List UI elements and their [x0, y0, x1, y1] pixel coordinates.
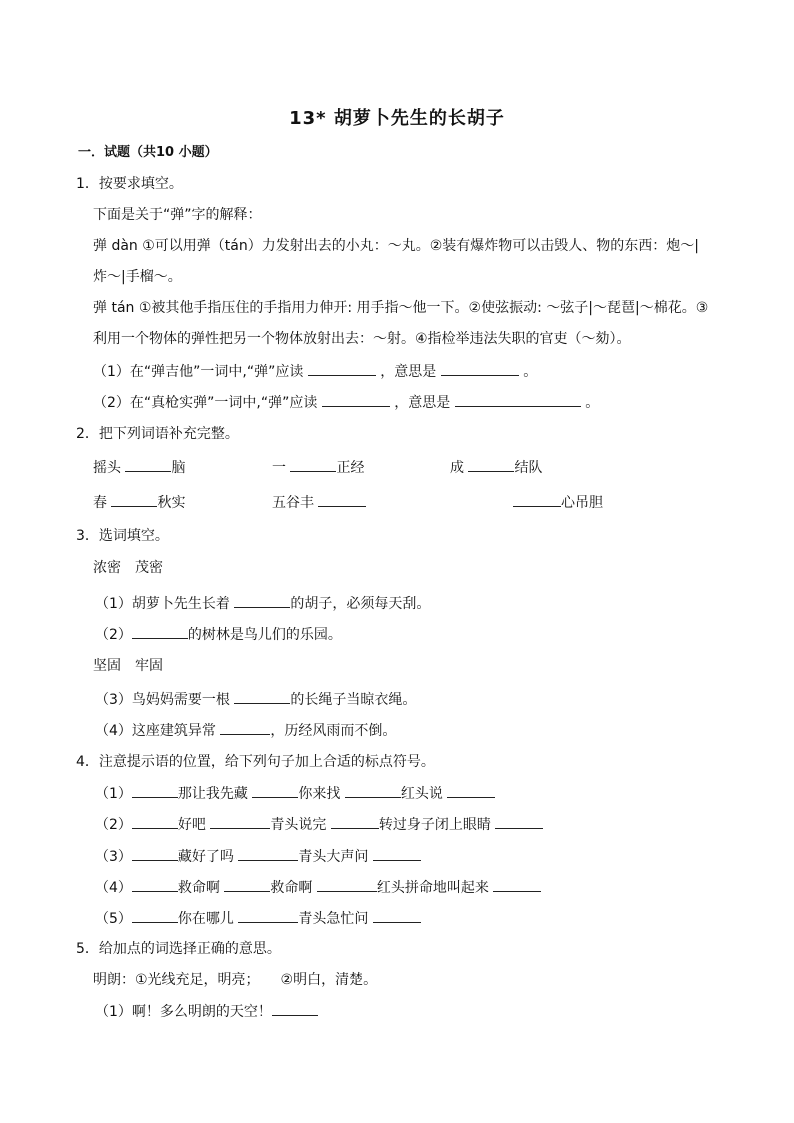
q1-stem: 1．按要求填空。 [76, 176, 183, 192]
q4-stem: 4．注意提示语的位置，给下列句子加上合适的标点符号。 [76, 754, 435, 770]
q2-word-2 [272, 457, 364, 478]
q4-r1-blank-4[interactable] [447, 783, 495, 798]
q1-sub2-meaning-blank[interactable] [455, 392, 581, 407]
q3-options-1: 浓密 茂密 [93, 560, 163, 576]
q4-r2-seg-3: 转过身子闭上眼睛 [378, 817, 491, 833]
q2-word-4-post: 秋实 [157, 495, 186, 511]
q3-s3-blank[interactable] [234, 689, 290, 704]
q2-word-5-pre: 五谷丰 [272, 495, 314, 511]
q4-r4-blank-4[interactable] [493, 877, 541, 892]
q3-s4-text-a: （4）这座建筑异常 [95, 723, 216, 739]
q3-s2-text-a: （2） [95, 627, 132, 643]
q4-r5-blank-1[interactable] [132, 908, 178, 923]
q4-r3-seg-1: 藏好了吗 [177, 849, 234, 865]
q2-word-3-post: 结队 [514, 460, 543, 476]
q2-word-5 [272, 492, 366, 513]
q4-r3-num: （3） [95, 849, 132, 865]
q4-row-2 [95, 814, 543, 835]
q4-row-1 [95, 783, 495, 804]
q4-r4-blank-1[interactable] [132, 877, 178, 892]
q3-s4-text-b: ，历经风雨而不倒。 [270, 723, 397, 739]
q2-word-6-post: 心吊胆 [561, 495, 603, 511]
q1-sub1 [93, 361, 537, 382]
q5-s1-blank[interactable] [272, 1001, 318, 1016]
q3-s3-text-a: （3）鸟妈妈需要一根 [95, 692, 230, 708]
q4-r5-blank-2[interactable] [238, 908, 298, 923]
q4-r3-blank-3[interactable] [373, 846, 421, 861]
q1-dan-def-a: 弹 dàn ①可以用弹（tán）力发射出去的小丸：～丸。②装有爆炸物可以击毁人、物的东西：炮～| [93, 238, 699, 254]
q1-tan-def-a: 弹 tán ①被其他手指压住的手指用力伸开: 用手指～他一下。②使弦振动: ～弦子|～琵琶|～棉花。③ [93, 300, 709, 316]
q4-r2-blank-1[interactable] [132, 814, 178, 829]
q3-sentence-1 [95, 593, 430, 614]
q3-s4-blank[interactable] [220, 720, 270, 735]
q3-options-2: 坚固 牢固 [93, 658, 163, 674]
q2-word-1-pre: 摇头 [93, 460, 121, 476]
q4-r4-blank-3[interactable] [317, 877, 377, 892]
q1-dan-def-b: 炸～|手榴～。 [93, 269, 182, 285]
q5-sentence-1 [95, 1001, 318, 1022]
q4-r1-num: （1） [95, 786, 132, 802]
q1-intro: 下面是关于“弹”字的解释： [93, 207, 262, 223]
q3-s2-blank[interactable] [132, 624, 188, 639]
q1-sub1-text-a: （1）在“弹吉他”一词中,“弹”应读 [93, 364, 304, 380]
q4-row-4 [95, 877, 541, 898]
q2-word-6-blank[interactable] [513, 492, 561, 507]
q2-word-3 [450, 457, 542, 478]
q4-r5-seg-1: 你在哪儿 [177, 911, 234, 927]
q4-row-3 [95, 846, 421, 867]
q1-sub1-reading-blank[interactable] [308, 361, 376, 376]
q1-tan-def-b: 利用一个物体的弹性把另一个物体放射出去：～射。④指检举违法失职的官吏（～劾）。 [93, 331, 631, 347]
q3-stem: 3．选词填空。 [76, 528, 169, 544]
q4-r3-blank-2[interactable] [238, 846, 298, 861]
q1-sub1-text-b: ，意思是 [380, 364, 437, 380]
q1-sub2-text-c: 。 [585, 395, 600, 411]
section-heading: 一．试题（共10 小题） [78, 145, 218, 160]
q3-sentence-3 [95, 689, 416, 710]
q4-r3-blank-1[interactable] [132, 846, 178, 861]
q2-word-4-blank[interactable] [111, 492, 157, 507]
q4-r5-blank-3[interactable] [373, 908, 421, 923]
q4-r1-seg-3: 红头说 [400, 786, 443, 802]
q3-s3-text-b: 的长绳子当晾衣绳。 [290, 692, 417, 708]
q2-word-2-blank[interactable] [290, 457, 336, 472]
q4-r2-blank-4[interactable] [495, 814, 543, 829]
q4-r1-seg-1: 那让我先藏 [177, 786, 248, 802]
q5-s1-text: （1）啊！多么明朗的天空！ [95, 1004, 272, 1020]
q4-r2-blank-2[interactable] [210, 814, 270, 829]
q1-sub1-text-c: 。 [523, 364, 538, 380]
q4-r2-num: （2） [95, 817, 132, 833]
q5-stem: 5．给加点的词选择正确的意思。 [76, 941, 281, 957]
q4-r4-num: （4） [95, 880, 132, 896]
q4-r3-seg-2: 青头大声问 [298, 849, 369, 865]
q4-r2-seg-1: 好吧 [177, 817, 206, 833]
q2-word-1 [93, 457, 185, 478]
q1-sub2-text-a: （2）在“真枪实弹”一词中,“弹”应读 [93, 395, 318, 411]
q2-word-4 [93, 492, 185, 513]
q4-r1-blank-2[interactable] [252, 783, 298, 798]
q4-r2-blank-3[interactable] [331, 814, 379, 829]
q4-r4-seg-1: 救命啊 [177, 880, 220, 896]
q3-s1-blank[interactable] [234, 593, 290, 608]
q4-r1-blank-1[interactable] [132, 783, 178, 798]
q2-word-6 [513, 492, 603, 513]
q2-word-3-blank[interactable] [468, 457, 514, 472]
q3-s1-text-b: 的胡子，必须每天刮。 [290, 596, 431, 612]
q4-r5-num: （5） [95, 911, 132, 927]
q4-row-5 [95, 908, 421, 929]
q3-s2-text-b: 的树林是鸟儿们的乐园。 [187, 627, 342, 643]
q4-r1-blank-3[interactable] [345, 783, 401, 798]
q4-r1-seg-2: 你来找 [298, 786, 341, 802]
q1-sub2-text-b: ，意思是 [394, 395, 451, 411]
q4-r4-blank-2[interactable] [224, 877, 270, 892]
q1-sub1-meaning-blank[interactable] [441, 361, 519, 376]
q3-s1-text-a: （1）胡萝卜先生长着 [95, 596, 230, 612]
q3-sentence-4 [95, 720, 396, 741]
q1-sub2 [93, 392, 599, 413]
q5-definition: 明朗：①光线充足，明亮； ②明白，清楚。 [93, 972, 378, 988]
q2-word-1-blank[interactable] [125, 457, 171, 472]
q4-r4-seg-3: 红头拼命地叫起来 [376, 880, 489, 896]
q4-r4-seg-2: 救命啊 [270, 880, 313, 896]
q2-word-4-pre: 春 [93, 495, 107, 511]
q2-word-2-pre: 一 [272, 460, 286, 476]
page-title: 13* 胡萝卜先生的长胡子 [289, 108, 505, 129]
q2-word-3-pre: 成 [450, 460, 464, 476]
q3-sentence-2 [95, 624, 342, 645]
q2-word-2-post: 正经 [336, 460, 365, 476]
q1-sub2-reading-blank[interactable] [322, 392, 390, 407]
q2-stem: 2．把下列词语补充完整。 [76, 426, 239, 442]
q2-word-5-blank[interactable] [318, 492, 366, 507]
q4-r5-seg-2: 青头急忙问 [298, 911, 369, 927]
q4-r2-seg-2: 青头说完 [270, 817, 327, 833]
q2-word-1-post: 脑 [171, 460, 186, 476]
